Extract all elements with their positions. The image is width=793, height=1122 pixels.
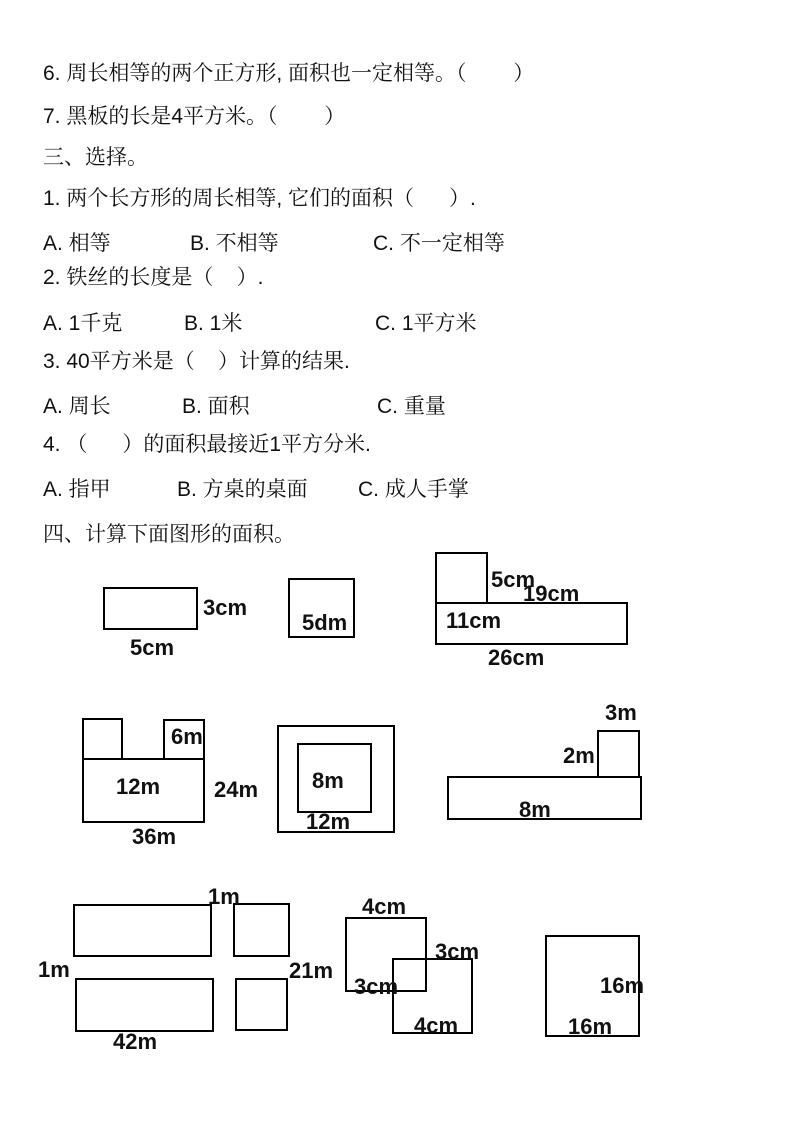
fig6-square-left-label: 2m xyxy=(563,743,595,768)
fig7-width-label: 42m xyxy=(113,1029,158,1054)
fig7-top-gap-label: 1m xyxy=(208,884,240,909)
option-4c: C. 成人手掌 xyxy=(358,478,469,501)
fig4-right-height-label: 24m xyxy=(214,777,259,802)
choice-options-3 xyxy=(0,390,793,418)
choice-options-4 xyxy=(0,473,793,501)
choice-options-2 xyxy=(0,307,793,335)
fig6-width-label: 8m xyxy=(519,797,551,822)
choice-question-3: 3. 40平方米是（ ）计算的结果. xyxy=(43,350,350,373)
option-1a: A. 相等 xyxy=(43,232,111,255)
option-4b: B. 方桌的桌面 xyxy=(177,478,308,501)
fig7-top-right-square xyxy=(233,903,290,957)
fig3-height-label: 11cm xyxy=(446,608,502,633)
fig1-rectangle xyxy=(103,587,198,630)
fig1-width-label: 5cm xyxy=(130,635,175,660)
fig7-bottom-left-rect xyxy=(75,978,214,1032)
option-2a: A. 1千克 xyxy=(43,312,123,335)
fig3-square-side-label: 5cm xyxy=(491,567,536,592)
fig7-bottom-right-square xyxy=(235,978,288,1031)
fig2-side-label: 5dm xyxy=(302,610,348,635)
option-2c: C. 1平方米 xyxy=(375,312,477,335)
fig8-bottom-side-label: 4cm xyxy=(414,1013,459,1038)
fig7-top-left-rect xyxy=(73,904,212,957)
choice-question-4: 4. （ ）的面积最接近1平方分米. xyxy=(43,433,371,456)
fig1-height-label: 3cm xyxy=(203,595,248,620)
fig9-width-label: 16m xyxy=(568,1014,613,1039)
option-3b: B. 面积 xyxy=(182,395,250,418)
option-2b: B. 1米 xyxy=(184,312,243,335)
fig8-right-side-label: 3cm xyxy=(435,939,480,964)
option-1b: B. 不相等 xyxy=(190,232,279,255)
option-3c: C. 重量 xyxy=(377,395,446,418)
fig3-top-width-label: 19cm xyxy=(523,581,580,606)
option-4a: A. 指甲 xyxy=(43,478,111,501)
fig4-left-square xyxy=(82,718,123,758)
option-3a: A. 周长 xyxy=(43,395,111,418)
fig4-width-label: 36m xyxy=(132,824,177,849)
fig3-small-square xyxy=(435,552,488,602)
choice-question-1: 1. 两个长方形的周长相等, 它们的面积（ ）. xyxy=(43,187,476,210)
judge-question-6: 6. 周长相等的两个正方形, 面积也一定相等。（ ） xyxy=(43,62,535,85)
section-area-title: 四、计算下面图形的面积。 xyxy=(43,523,295,546)
fig6-small-square xyxy=(597,730,640,776)
section-choice-title: 三、选择。 xyxy=(43,146,148,169)
fig7-left-gap-label: 1m xyxy=(38,957,70,982)
fig3-bottom-width-label: 26cm xyxy=(488,645,545,670)
fig6-square-top-label: 3m xyxy=(605,700,637,725)
fig8-left-side-label: 3cm xyxy=(354,974,399,999)
fig8-top-side-label: 4cm xyxy=(362,894,407,919)
fig4-height-label: 12m xyxy=(116,774,161,799)
judge-question-7: 7. 黑板的长是4平方米。（ ） xyxy=(43,105,346,128)
fig5-inner-width-label: 12m xyxy=(306,809,351,834)
choice-options-1 xyxy=(0,227,793,255)
fig4-square-side-label: 6m xyxy=(171,724,203,749)
choice-question-2: 2. 铁丝的长度是（ ）. xyxy=(43,266,264,289)
fig5-inner-side-label: 8m xyxy=(312,768,344,793)
fig7-right-height-label: 21m xyxy=(289,958,334,983)
fig9-height-label: 16m xyxy=(600,973,645,998)
option-1c: C. 不一定相等 xyxy=(373,232,505,255)
